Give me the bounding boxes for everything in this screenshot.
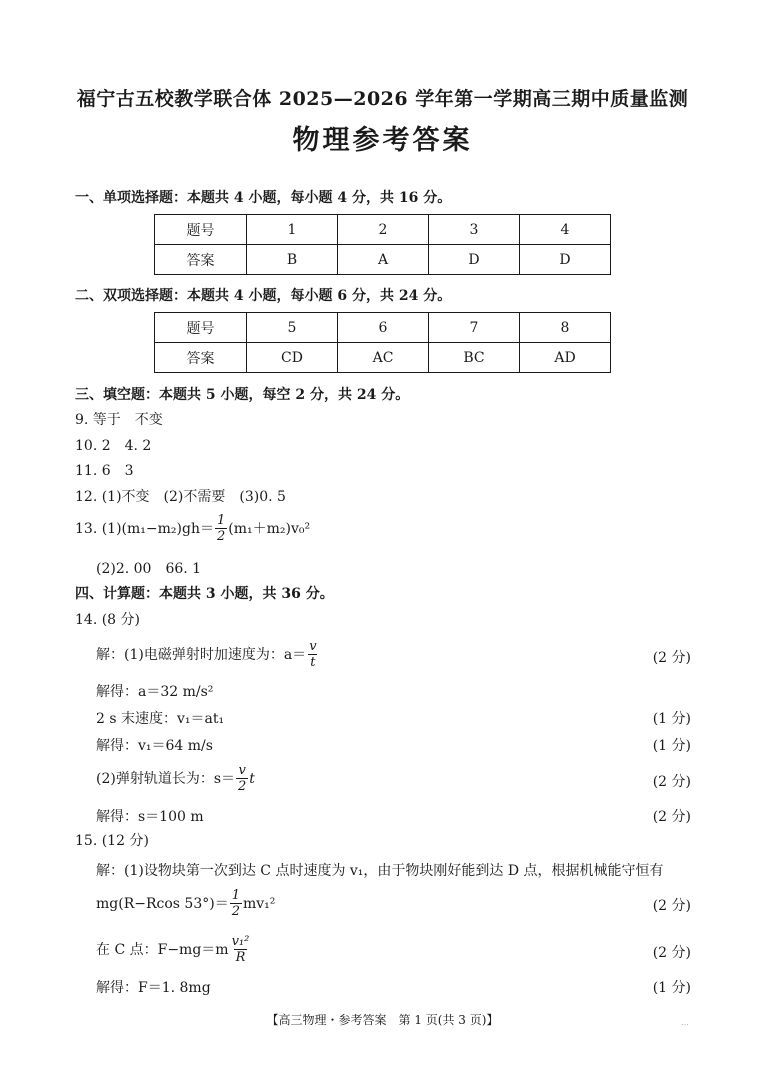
- q15-line4: 解得：F＝1. 8mg: [96, 980, 211, 996]
- score-label: (2 分): [652, 809, 691, 825]
- section2-heading: 二、双项选择题：本题共 4 小题，每小题 6 分，共 24 分。: [75, 288, 452, 304]
- q15-label: 15. (12 分): [75, 833, 149, 849]
- table-cell: D: [520, 245, 611, 275]
- fraction-denominator: 2: [216, 529, 226, 544]
- fraction-numerator: 1: [216, 513, 226, 528]
- q15-line2: [96, 889, 275, 919]
- table-row: [155, 343, 611, 373]
- formula-text: 解：(1)电磁弹射时加速度为：a＝: [96, 647, 307, 663]
- q14-line3: 2 s 末速度：v₁＝at₁: [96, 711, 225, 727]
- fraction-numerator: v: [238, 763, 246, 778]
- page-footer: 【高三物理・参考答案 第 1 页(共 3 页)】: [266, 1013, 499, 1027]
- fraction-numerator: v: [309, 639, 317, 654]
- table-cell: 4: [520, 215, 611, 245]
- formula-text: (2)弹射轨道长为：s＝: [96, 771, 236, 787]
- q14-line4: 解得：v₁＝64 m/s: [96, 738, 213, 754]
- fraction: [230, 935, 252, 965]
- q14-line1: [96, 640, 320, 670]
- answer-q13: [75, 514, 310, 544]
- score-label: (2 分): [652, 650, 691, 666]
- table-cell: 答案: [155, 245, 247, 275]
- table-cell: 5: [247, 313, 338, 343]
- section1-heading: 一、单项选择题：本题共 4 小题，每小题 4 分，共 16 分。: [75, 190, 452, 206]
- formula-text: 13. (1)(m₁−m₂)gh＝: [75, 521, 214, 537]
- formula-text: mv₁²: [242, 896, 276, 912]
- answer-q11: 11. 6 3: [75, 463, 134, 479]
- score-label: (1 分): [652, 980, 691, 996]
- answer-q13-part2: (2)2. 00 66. 1: [96, 561, 202, 577]
- table-cell: BC: [429, 343, 520, 373]
- q14-label: 14. (8 分): [75, 612, 140, 628]
- answer-q10: 10. 2 4. 2: [75, 438, 152, 454]
- q14-line2: 解得：a＝32 m/s²: [96, 684, 214, 700]
- table-cell: B: [247, 245, 338, 275]
- section2-answer-table: [154, 312, 611, 373]
- fraction-numerator: v₁²: [231, 934, 250, 949]
- fraction: [215, 514, 227, 544]
- table-cell: 8: [520, 313, 611, 343]
- corner-mark: …: [681, 1018, 689, 1027]
- fraction: [307, 640, 318, 670]
- fraction-denominator: t: [310, 655, 316, 670]
- score-label: (2 分): [652, 945, 691, 961]
- table-cell: AD: [520, 343, 611, 373]
- score-label: (2 分): [652, 774, 691, 790]
- table-cell: 题号: [155, 313, 247, 343]
- fraction-denominator: 2: [231, 904, 240, 919]
- table-cell: D: [429, 245, 520, 275]
- table-cell: AC: [338, 343, 429, 373]
- table-cell: 答案: [155, 343, 247, 373]
- document-title: 福宁古五校教学联合体 2025—2026 学年第一学期高三期中质量监测: [76, 88, 689, 110]
- table-cell: 3: [429, 215, 520, 245]
- section4-heading: 四、计算题：本题共 3 小题，共 36 分。: [75, 586, 334, 602]
- table-row: [155, 215, 611, 245]
- table-cell: 2: [338, 215, 429, 245]
- section1-answer-table: [154, 214, 611, 275]
- fraction-denominator: R: [235, 950, 246, 965]
- table-row: [155, 245, 611, 275]
- formula-text: t: [249, 771, 255, 787]
- fraction: [236, 764, 248, 794]
- table-cell: 题号: [155, 215, 247, 245]
- document-subtitle: 物理参考答案: [292, 125, 473, 156]
- score-label: (1 分): [652, 738, 691, 754]
- fraction-denominator: 2: [238, 779, 247, 794]
- q15-line1: 解：(1)设物块第一次到达 C 点时速度为 v₁，由于物块刚好能到达 D 点，根据机械能守恒有: [96, 863, 664, 879]
- table-row: [155, 313, 611, 343]
- fraction-numerator: 1: [231, 888, 240, 903]
- table-cell: A: [338, 245, 429, 275]
- table-cell: CD: [247, 343, 338, 373]
- table-cell: 7: [429, 313, 520, 343]
- table-cell: 1: [247, 215, 338, 245]
- formula-text: (m₁＋m₂)v₀²: [228, 521, 311, 537]
- table-cell: 6: [338, 313, 429, 343]
- score-label: (1 分): [652, 711, 691, 727]
- q14-line5: [96, 764, 255, 794]
- q14-line6: 解得：s＝100 m: [96, 809, 204, 825]
- section3-heading: 三、填空题：本题共 5 小题，每空 2 分，共 24 分。: [75, 387, 410, 403]
- answer-q9: 9. 等于 不变: [75, 412, 163, 428]
- q15-line3: [96, 935, 252, 965]
- fraction: [230, 889, 242, 919]
- formula-text: mg(R−Rcos 53°)＝: [96, 896, 229, 912]
- score-label: (2 分): [652, 898, 691, 914]
- formula-text: 在 C 点：F−mg＝m: [96, 942, 229, 958]
- answer-q12: 12. (1)不变 (2)不需要 (3)0. 5: [75, 489, 286, 505]
